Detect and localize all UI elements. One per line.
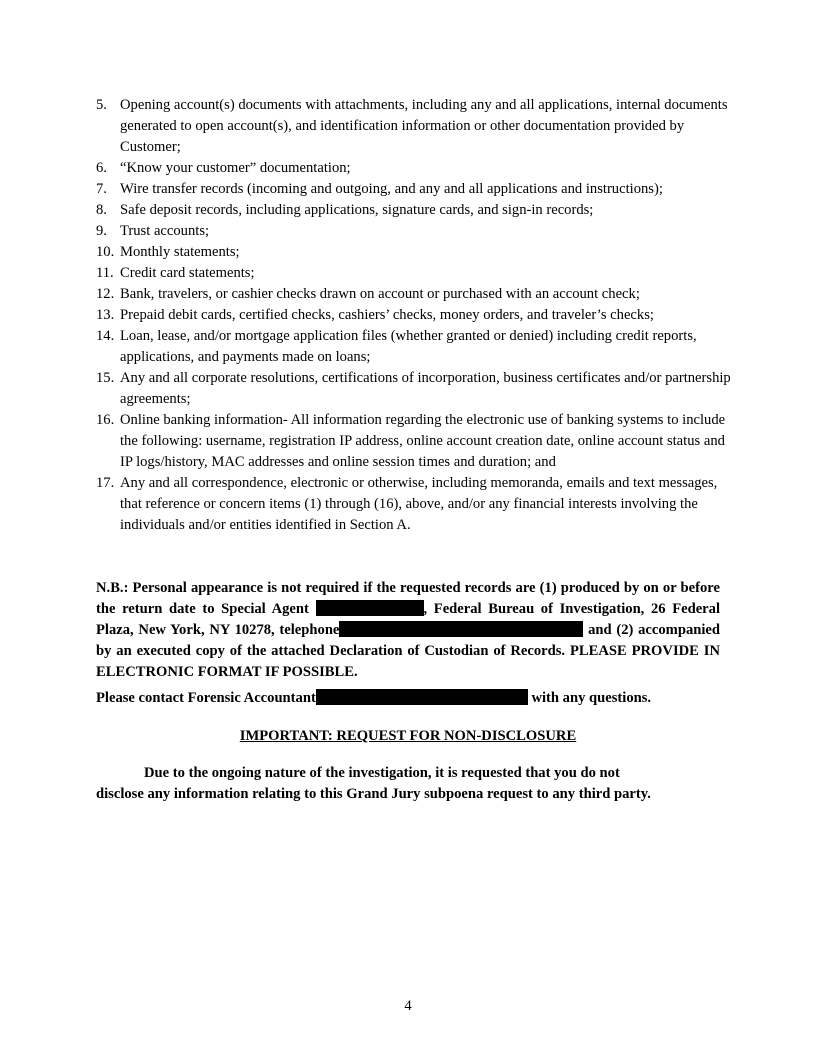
- list-item-number: 15.: [96, 370, 115, 386]
- list-item-text: Safe deposit records, including applications, signature cards, and sign-in records;: [120, 202, 594, 218]
- list-item-number: 8.: [96, 202, 107, 218]
- non-disclosure-line-2: disclose any information relating to this Grand Jury subpoena request to any third party.: [96, 786, 651, 802]
- list-item: [96, 95, 736, 158]
- records-list: [96, 95, 736, 536]
- nb-text-1: N.B.: Personal appearance is not required if the requested records are (1) produced by on or before the return date to Special Agent: [96, 580, 720, 617]
- list-item-text: Prepaid debit cards, certified checks, cashiers’ checks, money orders, and traveler’s checks;: [120, 307, 654, 323]
- list-item-number: 12.: [96, 286, 115, 302]
- list-item: [96, 410, 736, 473]
- list-item: [96, 158, 736, 179]
- list-item-text: Wire transfer records (incoming and outgoing, and any and all applications and instructions);: [120, 181, 663, 197]
- list-item: [96, 368, 736, 410]
- list-item-number: 9.: [96, 223, 107, 239]
- list-item-text: Online banking information- All information regarding the electronic use of banking systems to include the following: username, registration IP address, online account creation date, online account status and IP logs/history, MAC addresses and online session times and duration; and: [120, 412, 726, 470]
- redaction-accountant-name: [316, 689, 528, 705]
- redaction-agent-name: [316, 600, 424, 616]
- list-item-text: Opening account(s) documents with attachments, including any and all applications, internal documents generated to open account(s), and identification information or other documentation provided by Customer;: [120, 97, 728, 155]
- list-item-text: Bank, travelers, or cashier checks drawn on account or purchased with an account check;: [120, 286, 640, 302]
- page-number: 4: [404, 998, 412, 1014]
- list-item: [96, 326, 736, 368]
- non-disclosure-line-1: Due to the ongoing nature of the investigation, it is requested that you do not: [144, 765, 620, 781]
- list-item-text: “Know your customer” documentation;: [120, 160, 351, 176]
- list-item: [96, 200, 736, 221]
- list-item: [96, 242, 736, 263]
- contact-text-after: with any questions.: [527, 690, 652, 706]
- list-item: [96, 284, 736, 305]
- non-disclosure-heading: IMPORTANT: REQUEST FOR NON-DISCLOSURE: [239, 728, 577, 744]
- list-item: [96, 179, 736, 200]
- list-item-text: Loan, lease, and/or mortgage application files (whether granted or denied) including credit reports, applications, and payments made on loans;: [120, 328, 697, 365]
- redaction-telephone: [339, 621, 583, 637]
- list-item: [96, 263, 736, 284]
- list-item-number: 5.: [96, 97, 107, 113]
- list-item-number: 17.: [96, 475, 115, 491]
- list-item-text: Trust accounts;: [120, 223, 210, 239]
- contact-line: [96, 688, 736, 709]
- nb-text-2: , Federal Bureau of Investigation, 26 Federal Plaza, New York, NY 10278, telephone: [96, 601, 721, 638]
- list-item-text: Any and all correspondence, electronic or otherwise, including memoranda, emails and text messages, that reference or concern items (1) through (16), above, and/or any financial interests involving the individuals and/or entities identified in Section A.: [120, 475, 718, 533]
- list-item: [96, 305, 736, 326]
- list-item-number: 13.: [96, 307, 115, 323]
- list-item-text: Monthly statements;: [120, 244, 240, 260]
- nb-text-3: and (2) accompanied by an executed copy of the attached Declaration of Custodian of Records. PLEASE PROVIDE IN ELECTRONIC FORMAT IF POSSIBLE.: [96, 622, 721, 680]
- list-item-number: 6.: [96, 160, 107, 176]
- list-item: [96, 221, 736, 242]
- list-item-text: Any and all corporate resolutions, certifications of incorporation, business certificates and/or partnership agreements;: [120, 370, 731, 407]
- non-disclosure-paragraph: [96, 763, 736, 805]
- list-item-number: 14.: [96, 328, 115, 344]
- list-item-number: 7.: [96, 181, 107, 197]
- list-item-number: 10.: [96, 244, 115, 260]
- list-item-number: 16.: [96, 412, 115, 428]
- list-item-text: Credit card statements;: [120, 265, 255, 281]
- list-item-number: 11.: [96, 265, 114, 281]
- contact-text-before: Please contact Forensic Accountant: [96, 690, 316, 706]
- list-item: [96, 473, 736, 536]
- nb-paragraph: [96, 578, 720, 683]
